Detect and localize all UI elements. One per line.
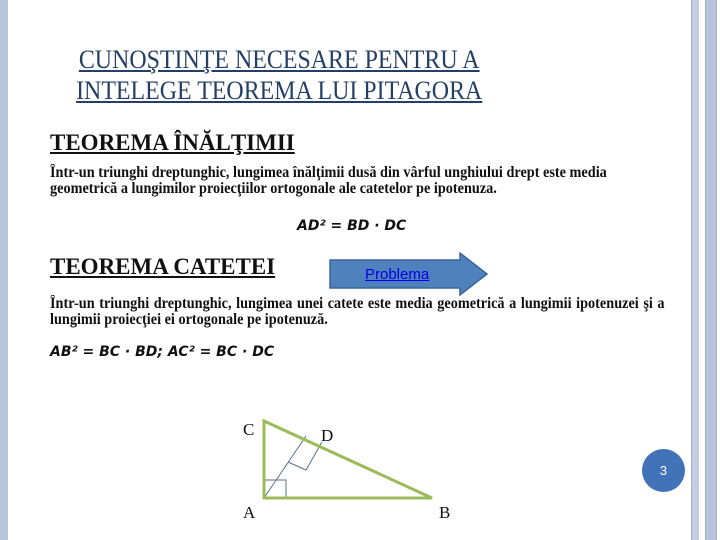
right-angle-mark-a — [264, 480, 286, 498]
label-a: A — [243, 503, 256, 522]
formula-inaltimii: AD² = BD · DC — [297, 218, 407, 234]
page-number-badge: 3 — [642, 449, 685, 492]
text-teorema-catetei: Într-un triunghi dreptunghic, lungimea unei catete este media geometrică a lungimii ipotenuzei şi a lungimii proiecţiei ei ortogonale pe ipotenuză. — [50, 295, 665, 328]
title-line-2: INTELEGE TEOREMA LUI PITAGORA — [76, 76, 483, 105]
text-teorema-inaltimii: Într-un triunghi dreptunghic, lungimea înălţimii dusă din vârful unghiului drept este media geometrică a lungimilor proiecţiilor ortogonale ale catetelor pe ipotenuza. — [50, 164, 607, 197]
label-c: C — [243, 420, 255, 439]
heading-teorema-inaltimii: TEOREMA ÎNĂLŢIMII — [50, 130, 295, 155]
title-line-1: CUNOŞTINŢE NECESARE PENTRU A — [78, 45, 480, 74]
problema-link[interactable]: Problema — [365, 266, 430, 283]
heading-teorema-catetei: TEOREMA CATETEI — [50, 254, 276, 279]
triangle — [264, 421, 432, 498]
formula-catetei: AB² = BC · BD; AC² = BC · DC — [50, 344, 275, 360]
label-b: B — [439, 503, 451, 522]
label-d: D — [321, 426, 334, 445]
